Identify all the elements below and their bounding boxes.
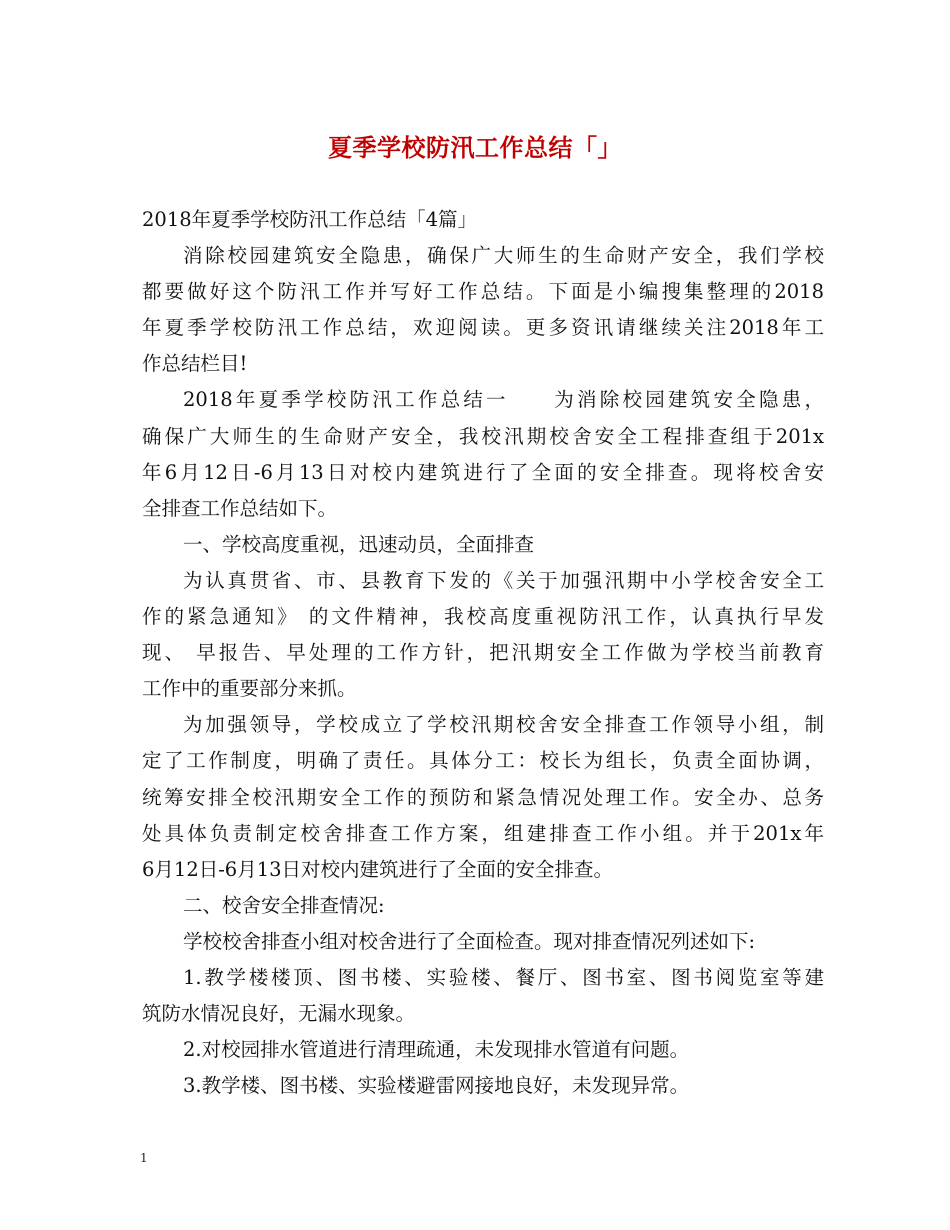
paragraph-line: 处具体负责制定校舍排查工作方案，组建排查工作小组。并于201x年 (142, 821, 824, 845)
section-heading: 二、校舍安全排查情况: (183, 893, 385, 917)
paragraph-line: 全排查工作总结如下。 (142, 496, 338, 520)
document-body (142, 202, 824, 1104)
paragraph-line: 作总结栏目! (142, 352, 248, 376)
paragraph-line: 统筹安排全校汛期安全工作的预防和紧急情况处理工作。安全办、总务 (142, 785, 824, 809)
paragraph-line: 确保广大师生的生命财产安全，我校汛期校舍安全工程排查组于201x (142, 424, 824, 448)
paragraph-line: 学校校舍排查小组对校舍进行了全面检查。现对排查情况列述如下: (183, 929, 756, 953)
list-item: 2.对校园排水管道进行清理疏通，未发现排水管道有问题。 (183, 1038, 690, 1062)
list-item: 3.教学楼、图书楼、实验楼避雷网接地良好，未发现异常。 (183, 1074, 690, 1098)
list-item-continuation: 筑防水情况良好，无漏水现象。 (142, 1002, 416, 1026)
document-title: 夏季学校防汛工作总结「」 (328, 133, 622, 162)
page-number: 1 (140, 1151, 148, 1165)
paragraph-line: 消除校园建筑安全隐患，确保广大师生的生命财产安全，我们学校 (183, 244, 824, 268)
subtitle-line: 2018年夏季学校防汛工作总结「4篇」 (142, 208, 478, 231)
paragraph-line: 6月12日-6月13日对校内建筑进行了全面的安全排查。 (142, 857, 614, 881)
paragraph-line: 为认真贯省、市、县教育下发的《关于加强汛期中小学校舍安全工 (183, 568, 824, 592)
paragraph-line: 工作中的重要部分来抓。 (142, 677, 357, 701)
paragraph-line: 都要做好这个防汛工作并写好工作总结。下面是小编搜集整理的2018 (142, 280, 824, 304)
section-heading: 一、学校高度重视，迅速动员，全面排查 (183, 532, 535, 556)
paragraph-line: 年夏季学校防汛工作总结，欢迎阅读。更多资讯请继续关注2018年工 (142, 316, 824, 340)
paragraph-line: 2018年夏季学校防汛工作总结一 为消除校园建筑安全隐患， (183, 388, 824, 412)
list-item: 1.教学楼楼顶、图书楼、实验楼、餐厅、图书室、图书阅览室等建 (183, 965, 824, 989)
paragraph-line: 作的紧急通知》 的文件精神，我校高度重视防汛工作，认真执行早发 (142, 605, 824, 629)
paragraph-line: 现、 早报告、早处理的工作方针，把汛期安全工作做为学校当前教育 (142, 641, 824, 665)
paragraph-line: 为加强领导，学校成立了学校汛期校舍安全排查工作领导小组，制 (183, 713, 824, 737)
paragraph-line: 年6月12日-6月13日对校内建筑进行了全面的安全排查。现将校舍安 (142, 460, 824, 484)
paragraph-line: 定了工作制度，明确了责任。具体分工：校长为组长，负责全面协调， (142, 749, 824, 773)
